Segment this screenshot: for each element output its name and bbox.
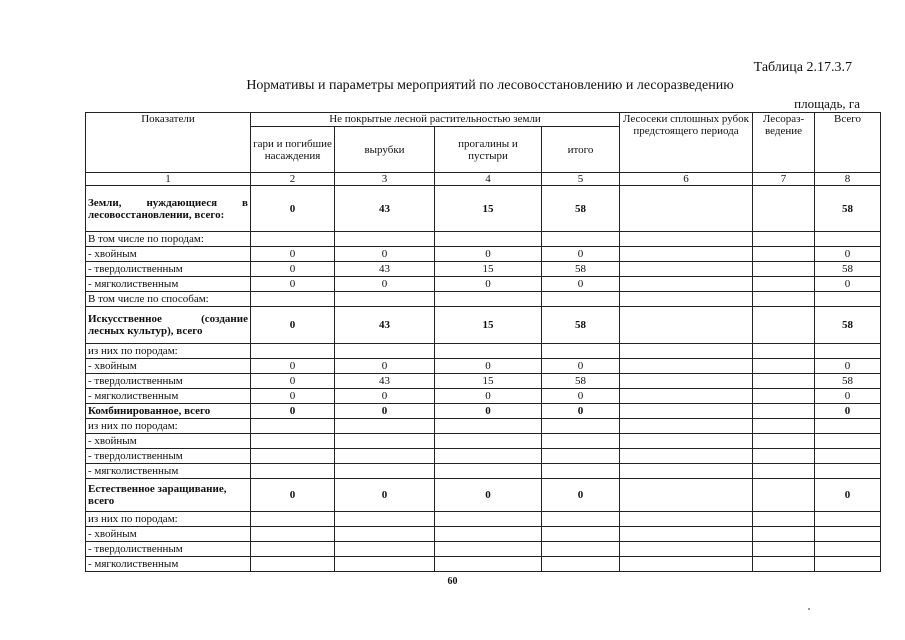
table-cell: 0 bbox=[435, 479, 542, 512]
table-cell bbox=[435, 464, 542, 479]
row-label: - мягколиственным bbox=[86, 277, 251, 292]
table-cell bbox=[753, 512, 815, 527]
table-cell bbox=[753, 247, 815, 262]
row-label: из них по породам: bbox=[86, 419, 251, 434]
table-cell: 0 bbox=[335, 247, 435, 262]
table-cell bbox=[753, 292, 815, 307]
column-number: 7 bbox=[753, 173, 815, 186]
table-cell bbox=[753, 344, 815, 359]
table-cell bbox=[753, 359, 815, 374]
units-label: площадь, га bbox=[794, 96, 860, 111]
column-number: 3 bbox=[335, 173, 435, 186]
table-cell bbox=[435, 434, 542, 449]
header-not-covered: Не покрытые лесной растительностью земли bbox=[251, 113, 620, 127]
row-label: В том числе по способам: bbox=[86, 292, 251, 307]
table-cell: 0 bbox=[815, 247, 881, 262]
column-number: 1 bbox=[86, 173, 251, 186]
table-cell bbox=[753, 419, 815, 434]
table-cell bbox=[435, 292, 542, 307]
table-cell: 43 bbox=[335, 374, 435, 389]
table-cell bbox=[753, 479, 815, 512]
table-row bbox=[86, 389, 881, 404]
header-indicators: Показатели bbox=[86, 113, 251, 173]
table-cell bbox=[251, 557, 335, 572]
table-cell bbox=[435, 512, 542, 527]
scan-speck bbox=[808, 608, 810, 610]
table-cell: 58 bbox=[542, 262, 620, 277]
table-cell: 0 bbox=[542, 247, 620, 262]
table-cell: 0 bbox=[251, 374, 335, 389]
table-cell bbox=[620, 232, 753, 247]
table-row bbox=[86, 419, 881, 434]
table-cell: 15 bbox=[435, 262, 542, 277]
table-cell bbox=[620, 277, 753, 292]
table-cell: 43 bbox=[335, 186, 435, 232]
table-cell bbox=[620, 307, 753, 344]
table-cell bbox=[542, 232, 620, 247]
table-cell bbox=[435, 344, 542, 359]
table-cell bbox=[335, 449, 435, 464]
row-label: Естественное заращивание, всего bbox=[86, 479, 251, 512]
table-cell bbox=[251, 434, 335, 449]
table-cell: 0 bbox=[815, 277, 881, 292]
column-number: 2 bbox=[251, 173, 335, 186]
table-cell: 15 bbox=[435, 374, 542, 389]
row-label: - хвойным bbox=[86, 434, 251, 449]
table-cell bbox=[251, 512, 335, 527]
table-cell bbox=[251, 464, 335, 479]
row-label: Земли, нуждающиеся в лесовосстановлении, всего: bbox=[86, 186, 251, 232]
table-cell bbox=[620, 449, 753, 464]
table-cell bbox=[753, 389, 815, 404]
table-cell bbox=[753, 277, 815, 292]
row-label: - твердолиственным bbox=[86, 262, 251, 277]
table-row bbox=[86, 232, 881, 247]
table-cell: 58 bbox=[815, 374, 881, 389]
table-row bbox=[86, 307, 881, 344]
table-cell bbox=[435, 557, 542, 572]
table-cell bbox=[620, 419, 753, 434]
table-cell: 58 bbox=[542, 307, 620, 344]
page-title: Нормативы и параметры мероприятий по лесовосстановлению и лесоразведению bbox=[246, 78, 734, 93]
table-header bbox=[86, 113, 881, 186]
table-cell bbox=[335, 512, 435, 527]
table-cell: 0 bbox=[542, 479, 620, 512]
table-cell bbox=[542, 344, 620, 359]
table-cell bbox=[753, 186, 815, 232]
table-cell: 58 bbox=[815, 307, 881, 344]
table-cell: 43 bbox=[335, 307, 435, 344]
row-label: из них по породам: bbox=[86, 344, 251, 359]
table-number: Таблица 2.17.3.7 bbox=[753, 60, 852, 75]
table-cell: 58 bbox=[542, 374, 620, 389]
table-cell bbox=[620, 262, 753, 277]
table-cell bbox=[620, 247, 753, 262]
row-label: из них по породам: bbox=[86, 512, 251, 527]
table-cell bbox=[335, 292, 435, 307]
table-cell: 0 bbox=[435, 277, 542, 292]
table-cell bbox=[251, 292, 335, 307]
table-cell bbox=[435, 542, 542, 557]
table-cell bbox=[251, 232, 335, 247]
row-label: - хвойным bbox=[86, 247, 251, 262]
table-cell bbox=[542, 527, 620, 542]
table-cell bbox=[542, 512, 620, 527]
table-cell bbox=[620, 404, 753, 419]
table-cell bbox=[251, 527, 335, 542]
table-cell bbox=[435, 419, 542, 434]
table-cell bbox=[542, 464, 620, 479]
table-cell: 0 bbox=[335, 479, 435, 512]
table-cell bbox=[753, 307, 815, 344]
table-cell bbox=[435, 232, 542, 247]
table-cell: 58 bbox=[815, 262, 881, 277]
table-cell: 0 bbox=[251, 277, 335, 292]
column-numbers-row bbox=[86, 173, 881, 186]
table-cell: 0 bbox=[815, 479, 881, 512]
table-cell bbox=[753, 527, 815, 542]
table-cell: 15 bbox=[435, 186, 542, 232]
table-row bbox=[86, 557, 881, 572]
page-number: 60 bbox=[447, 576, 458, 587]
table-cell bbox=[753, 374, 815, 389]
table-cell bbox=[620, 359, 753, 374]
table-row bbox=[86, 262, 881, 277]
table-cell bbox=[620, 292, 753, 307]
table-row bbox=[86, 247, 881, 262]
table-cell bbox=[542, 419, 620, 434]
column-number: 4 bbox=[435, 173, 542, 186]
table-cell bbox=[815, 464, 881, 479]
row-label: - хвойным bbox=[86, 359, 251, 374]
table-cell bbox=[815, 344, 881, 359]
table-cell bbox=[542, 557, 620, 572]
norms-table bbox=[85, 112, 881, 572]
row-label: - твердолиственным bbox=[86, 542, 251, 557]
table-cell bbox=[542, 542, 620, 557]
table-cell bbox=[815, 232, 881, 247]
header-total: Всего bbox=[815, 113, 881, 173]
table-cell bbox=[753, 542, 815, 557]
table-cell bbox=[335, 344, 435, 359]
table-cell: 0 bbox=[435, 404, 542, 419]
table-cell bbox=[335, 542, 435, 557]
table-cell bbox=[620, 557, 753, 572]
table-cell: 0 bbox=[435, 359, 542, 374]
table-cell: 0 bbox=[251, 307, 335, 344]
row-label: Искусственное (создание лесных культур), всего bbox=[86, 307, 251, 344]
table-cell: 0 bbox=[542, 389, 620, 404]
header-glades: прогалины и пустыри bbox=[435, 127, 542, 173]
table-body bbox=[86, 186, 881, 572]
table-cell bbox=[251, 449, 335, 464]
table-cell bbox=[435, 449, 542, 464]
row-label: - мягколиственным bbox=[86, 389, 251, 404]
table-cell: 0 bbox=[251, 389, 335, 404]
column-number: 5 bbox=[542, 173, 620, 186]
header-cuttings: вырубки bbox=[335, 127, 435, 173]
table-cell: 0 bbox=[335, 277, 435, 292]
table-cell bbox=[620, 542, 753, 557]
table-cell: 0 bbox=[251, 186, 335, 232]
table-cell bbox=[620, 464, 753, 479]
table-row bbox=[86, 186, 881, 232]
table-cell: 0 bbox=[335, 389, 435, 404]
table-cell bbox=[753, 434, 815, 449]
table-cell bbox=[815, 557, 881, 572]
table-row bbox=[86, 277, 881, 292]
table-cell: 58 bbox=[815, 186, 881, 232]
table-cell bbox=[815, 512, 881, 527]
table-cell: 0 bbox=[251, 359, 335, 374]
table-cell: 0 bbox=[435, 389, 542, 404]
table-cell bbox=[251, 542, 335, 557]
table-cell bbox=[620, 434, 753, 449]
table-cell bbox=[815, 449, 881, 464]
header-afforestation: Лесораз-ведение bbox=[753, 113, 815, 173]
header-clearcut: Лесосеки сплошных рубок предстоящего периода bbox=[620, 113, 753, 173]
table-cell bbox=[753, 449, 815, 464]
table-cell bbox=[335, 527, 435, 542]
table-cell: 0 bbox=[542, 404, 620, 419]
table-cell bbox=[753, 464, 815, 479]
row-label: Комбинированное, всего bbox=[86, 404, 251, 419]
table-cell bbox=[620, 389, 753, 404]
column-number: 6 bbox=[620, 173, 753, 186]
table-cell: 0 bbox=[435, 247, 542, 262]
table-row bbox=[86, 374, 881, 389]
column-number: 8 bbox=[815, 173, 881, 186]
table-cell bbox=[620, 374, 753, 389]
table-cell bbox=[335, 464, 435, 479]
table-cell: 0 bbox=[815, 359, 881, 374]
table-row bbox=[86, 464, 881, 479]
table-cell bbox=[753, 232, 815, 247]
table-row bbox=[86, 292, 881, 307]
table-row bbox=[86, 434, 881, 449]
table-cell bbox=[335, 232, 435, 247]
table-cell: 43 bbox=[335, 262, 435, 277]
table-cell bbox=[542, 434, 620, 449]
table-cell bbox=[753, 262, 815, 277]
table-cell bbox=[815, 419, 881, 434]
header-subtotal: итого bbox=[542, 127, 620, 173]
table-cell bbox=[435, 527, 542, 542]
table-cell bbox=[542, 292, 620, 307]
table-row bbox=[86, 449, 881, 464]
row-label: - твердолиственным bbox=[86, 374, 251, 389]
table-cell: 0 bbox=[251, 404, 335, 419]
table-cell: 0 bbox=[335, 359, 435, 374]
table-cell bbox=[753, 404, 815, 419]
table-cell bbox=[620, 186, 753, 232]
table-row bbox=[86, 344, 881, 359]
table-cell bbox=[251, 419, 335, 434]
row-label: - мягколиственным bbox=[86, 557, 251, 572]
table-row bbox=[86, 359, 881, 374]
table-cell bbox=[815, 542, 881, 557]
table-cell: 0 bbox=[542, 359, 620, 374]
table-cell: 0 bbox=[815, 404, 881, 419]
table-cell bbox=[251, 344, 335, 359]
table-cell bbox=[335, 434, 435, 449]
table-cell bbox=[815, 527, 881, 542]
table-cell: 15 bbox=[435, 307, 542, 344]
table-cell bbox=[335, 557, 435, 572]
table-cell bbox=[620, 527, 753, 542]
table-row bbox=[86, 527, 881, 542]
row-label: - хвойным bbox=[86, 527, 251, 542]
table-cell: 0 bbox=[335, 404, 435, 419]
table-row bbox=[86, 512, 881, 527]
table-row bbox=[86, 404, 881, 419]
table-cell: 0 bbox=[542, 277, 620, 292]
table-cell: 0 bbox=[251, 479, 335, 512]
table-cell: 0 bbox=[251, 247, 335, 262]
row-label: В том числе по породам: bbox=[86, 232, 251, 247]
header-burned: гари и погибшие насаждения bbox=[251, 127, 335, 173]
table-cell bbox=[753, 557, 815, 572]
table-cell bbox=[620, 479, 753, 512]
table-cell bbox=[335, 419, 435, 434]
table-cell: 0 bbox=[251, 262, 335, 277]
table-cell bbox=[542, 449, 620, 464]
table-cell bbox=[620, 512, 753, 527]
table-row bbox=[86, 479, 881, 512]
row-label: - твердолиственным bbox=[86, 449, 251, 464]
table-cell: 58 bbox=[542, 186, 620, 232]
table-row bbox=[86, 542, 881, 557]
table-cell bbox=[815, 434, 881, 449]
row-label: - мягколиственным bbox=[86, 464, 251, 479]
table-cell: 0 bbox=[815, 389, 881, 404]
table-cell bbox=[620, 344, 753, 359]
table-cell bbox=[815, 292, 881, 307]
